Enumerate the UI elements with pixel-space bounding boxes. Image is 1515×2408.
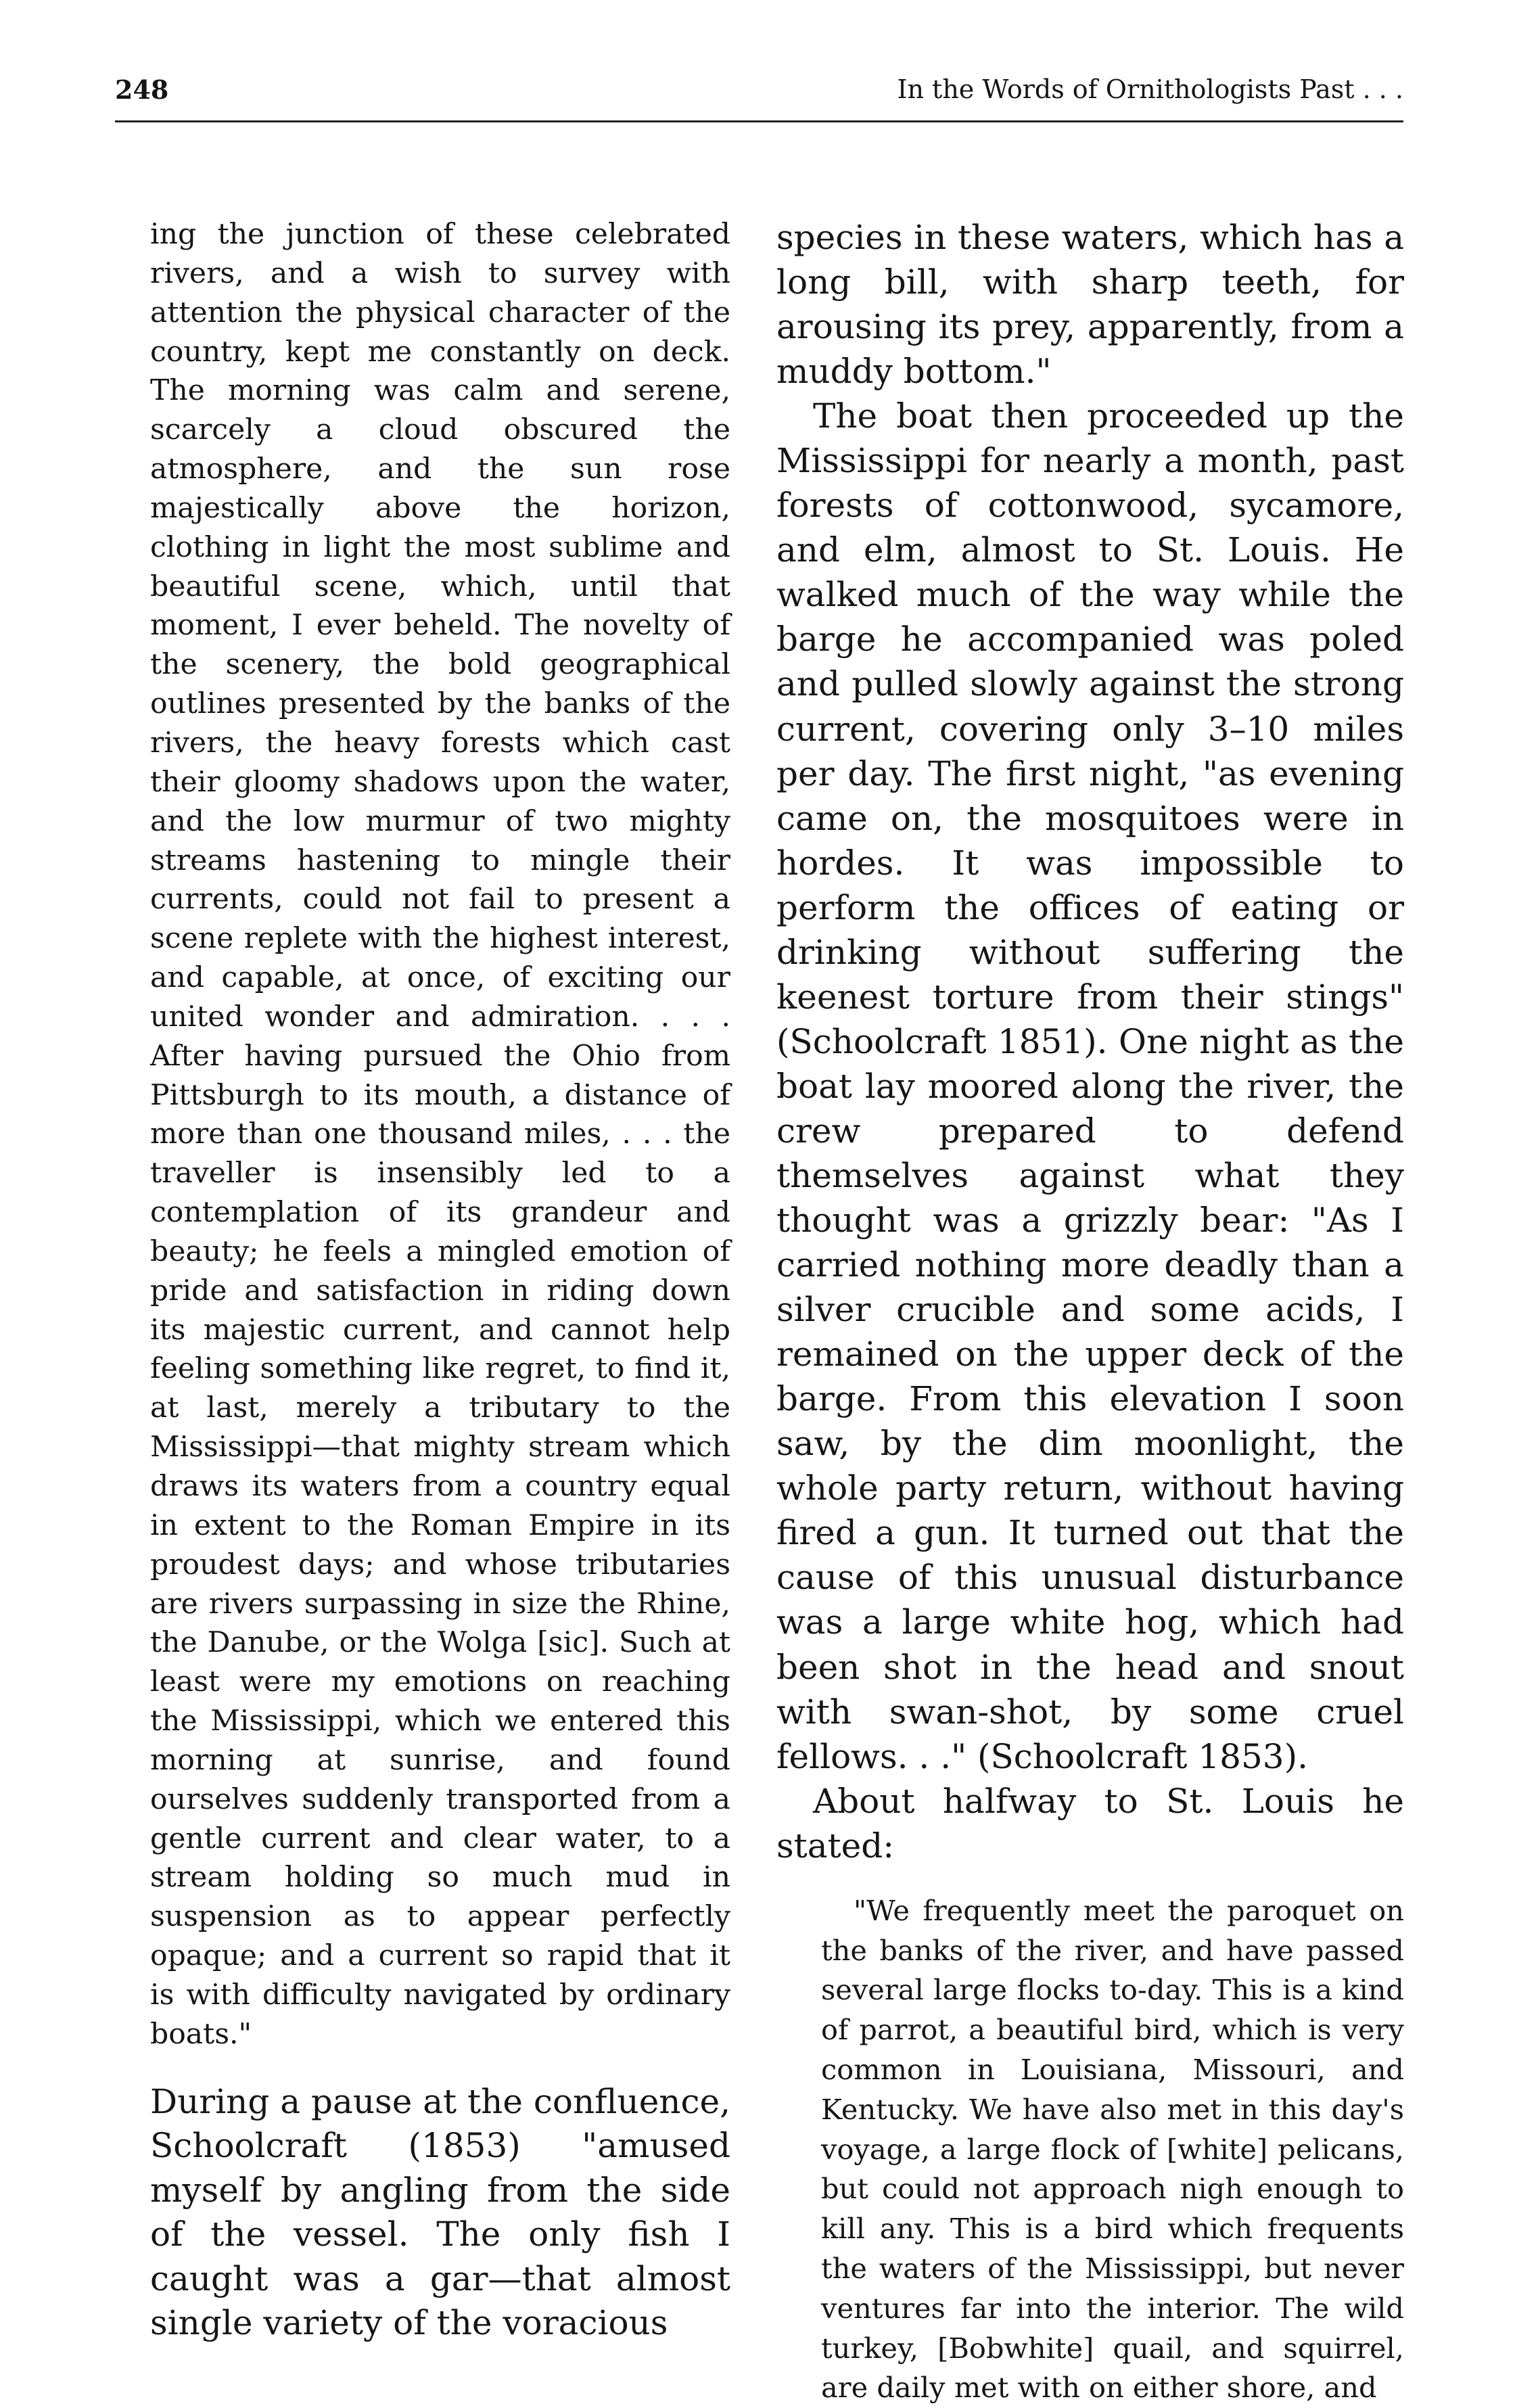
block-quote-paroquet: "We frequently meet the paroquet on the banks of the river, and have passed several large flocks to-day. This is a kind of parrot, a beautiful bird, which is very common in Louisiana, Missouri, and Kentucky. We have also met in this day's voyage, a large flock of [white] pelicans, but could not approach nigh enough to kill any. This is a bird which frequents the waters of the Mississippi, but never ventures far into the interior. The wild turkey, [Bobwhite] quail, and squirrel, are daily met with on either shore, and (821, 1893, 1404, 2405)
paragraph-halfway: About halfway to St. Louis he stated: (776, 1781, 1404, 1866)
page-number: 248 (115, 74, 169, 105)
body-paragraph-confluence: During a pause at the confluence, Schoolcraft (1853) "amused myself by angling from the side of the vessel. The only fish I caught was a gar—that almost single variety of the voracious (150, 2081, 730, 2343)
left-column (150, 215, 730, 2346)
paragraph-continuation: species in these waters, which has a long bill, with sharp teeth, for arousing its prey, apparently, from a muddy bottom." (776, 218, 1404, 392)
block-quote-continuation: ing the junction of these celebrated rivers, and a wish to survey with attention the physical character of the country, kept me constantly on deck. The morning was calm and serene, scarcely a cloud obscured the atmosphere, and the sun rose majestically above the horizon, clothing in light the most sublime and beautiful scene, which, until that moment, I ever beheld. The novelty of the scenery, the bold geographical outlines presented by the banks of the rivers, the heavy forests which cast their gloomy shadows upon the water, and the low murmur of two mighty streams hastening to mingle their currents, could not fail to present a scene replete with the highest interest, and capable, at once, of exciting our united wonder and admiration. . . . After having pursued the Ohio from Pittsburgh to its mouth, a distance of more than one thousand miles, . . . the traveller is insensibly led to a contemplation of its grandeur and beauty; he feels a mingled emotion of pride and satisfaction in riding down its majestic current, and cannot help feeling something like regret, to find it, at last, merely a tributary to the Mississippi—that mighty stream which draws its waters from a country equal in extent to the Roman Empire in its proudest days; and whose tributaries are rivers surpassing in size the Rhine, the Danube, or the Wolga [sic]. Such at least were my emotions on reaching the Mississippi, which we entered this morning at sunrise, and found ourselves suddenly transported from a gentle current and clear water, to a stream holding so much mud in suspension as to appear perfectly opaque; and a current so rapid that it is with difficulty navigated by ordinary boats." (150, 218, 730, 2051)
running-header (115, 73, 1403, 122)
right-column (776, 215, 1404, 2408)
paragraph-boat-journey: The boat then proceeded up the Mississippi for nearly a month, past forests of cottonwood, sycamore, and elm, almost to St. Louis. He walked much of the way while the barge he accompanied was poled and pulled slowly against the strong current, covering only 3–10 miles per day. The first night, "as evening came on, the mosquitoes were in hordes. It was impossible to perform the offices of eating or drinking without suffering the keenest torture from their stings" (Schoolcraft 1851). One night as the boat lay moored along the river, the crew prepared to defend themselves against what they thought was a grizzly bear: "As I carried nothing more deadly than a silver crucible and some acids, I remained on the upper deck of the barge. From this elevation I soon saw, by the dim moonlight, the whole party return, without having fired a gun. It turned out that the cause of this unusual disturbance was a large white hog, which had been shot in the head and snout with swan-shot, by some cruel fellows. . ." (Schoolcraft 1853). (776, 396, 1404, 1776)
running-head-title: In the Words of Ornithologists Past . . . (897, 74, 1403, 104)
